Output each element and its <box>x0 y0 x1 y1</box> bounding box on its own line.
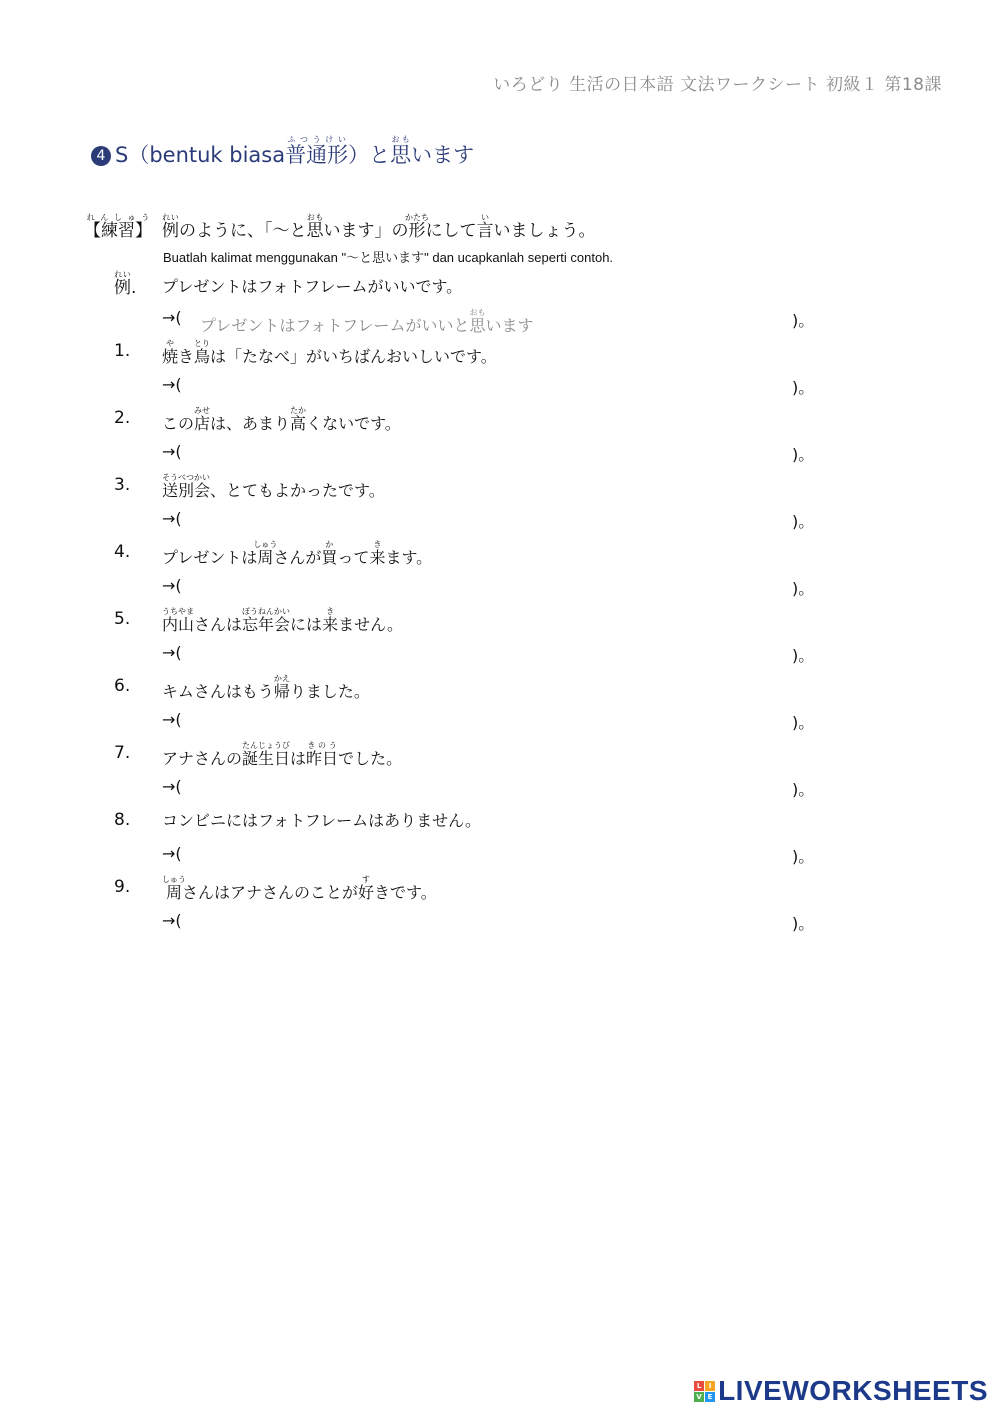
paren-close: )。 <box>792 512 815 531</box>
arrow-open: →( <box>162 576 182 595</box>
question-sentence: この店みせは、あまり高たかくないです。 <box>162 406 401 433</box>
question-sentence: アナさんの誕生日たんじょうびは昨日きのうでした。 <box>162 741 403 768</box>
paren-close: )。 <box>792 780 815 799</box>
paren-close: )。 <box>792 847 815 866</box>
arrow-open: →( <box>162 844 182 863</box>
question-number: 3. <box>114 475 131 495</box>
worksheet-header: いろどり 生活の日本語 文法ワークシート 初級１ 第18課 <box>493 75 942 95</box>
liveworksheets-logo <box>694 1375 988 1407</box>
question-sentence: キムさんはもう帰かえりました。 <box>162 674 370 701</box>
section-title-mid: ）と <box>348 143 391 167</box>
question-sentence: 内山うちやまさんは忘年会ぼうねんかいには来きません。 <box>162 607 404 634</box>
logo-mark-square: I <box>705 1381 715 1391</box>
arrow-open: →( <box>162 643 182 662</box>
paren-close: )。 <box>792 378 815 397</box>
question-sentence: プレゼントは周しゅうさんが買かって来きます。 <box>162 540 433 567</box>
answer-blank[interactable] <box>162 643 822 667</box>
question-number: 9. <box>114 877 131 897</box>
paren-close: )。 <box>792 646 815 665</box>
question-sentence: 焼やき鳥とりは「たなべ」がいちばんおいしいです。 <box>162 339 497 366</box>
arrow-open: →( <box>162 777 182 796</box>
arrow-open: →( <box>162 509 182 528</box>
logo-mark-square: L <box>694 1381 704 1391</box>
answer-blank[interactable] <box>162 911 822 935</box>
example-sentence: プレゼントはフォトフレームがいいです。 <box>162 277 463 296</box>
question-sentence: 周しゅうさんはアナさんのことが好すきです。 <box>162 875 437 902</box>
logo-mark-square: E <box>705 1392 715 1402</box>
example-answer <box>162 308 822 335</box>
question-number: 8. <box>114 810 131 830</box>
section-number-badge: 4 <box>91 146 111 166</box>
question-number: 2. <box>114 408 131 428</box>
answer-blank[interactable] <box>162 375 822 399</box>
answer-blank[interactable] <box>162 509 822 533</box>
answer-blank[interactable] <box>162 777 822 801</box>
section-title-pre: S（bentuk biasa <box>115 143 286 167</box>
arrow-open: →( <box>162 308 182 327</box>
arrow-open: →( <box>162 375 182 394</box>
arrow-open: →( <box>162 710 182 729</box>
instruction: 例れいのように、「～と思おもいます」の形かたちにして言いいましょう。 <box>162 213 596 241</box>
section-title-post: います <box>411 143 475 167</box>
paren-close: )。 <box>792 914 815 933</box>
question-number: 6. <box>114 676 131 696</box>
question-number: 7. <box>114 743 131 763</box>
liveworksheets-logo-mark <box>694 1381 715 1402</box>
question-number: 5. <box>114 609 131 629</box>
ruby-omo: 思おも <box>390 135 412 167</box>
example-answer-text: プレゼントはフォトフレームがいいと思おもいます <box>200 308 534 335</box>
paren-close: )。 <box>792 445 815 464</box>
question-number: 1. <box>114 341 131 361</box>
ruby-futsuukei: 普通形ふつうけい <box>285 135 349 167</box>
example-number: 例れい. <box>114 270 137 298</box>
paren-close: )。 <box>792 579 815 598</box>
answer-blank[interactable] <box>162 442 822 466</box>
logo-mark-square: V <box>694 1392 704 1402</box>
question-number: 4. <box>114 542 131 562</box>
answer-blank[interactable] <box>162 576 822 600</box>
instruction-translation: Buatlah kalimat menggunakan "～と思います" dan ucapkanlah seperti contoh. <box>163 250 614 265</box>
question-sentence: コンビニにはフォトフレームはありません。 <box>162 811 482 830</box>
question-sentence: 送別会そうべつかい、とてもよかったです。 <box>162 473 385 500</box>
paren-close: )。 <box>792 311 815 330</box>
section-title <box>91 135 474 169</box>
arrow-open: →( <box>162 442 182 461</box>
answer-blank[interactable] <box>162 710 822 734</box>
paren-close: )。 <box>792 713 815 732</box>
answer-blank[interactable] <box>162 844 822 868</box>
arrow-open: →( <box>162 911 182 930</box>
practice-label: 【練習】れんしゅう <box>84 213 152 241</box>
liveworksheets-logo-text: LIVEWORKSHEETS <box>718 1375 988 1406</box>
